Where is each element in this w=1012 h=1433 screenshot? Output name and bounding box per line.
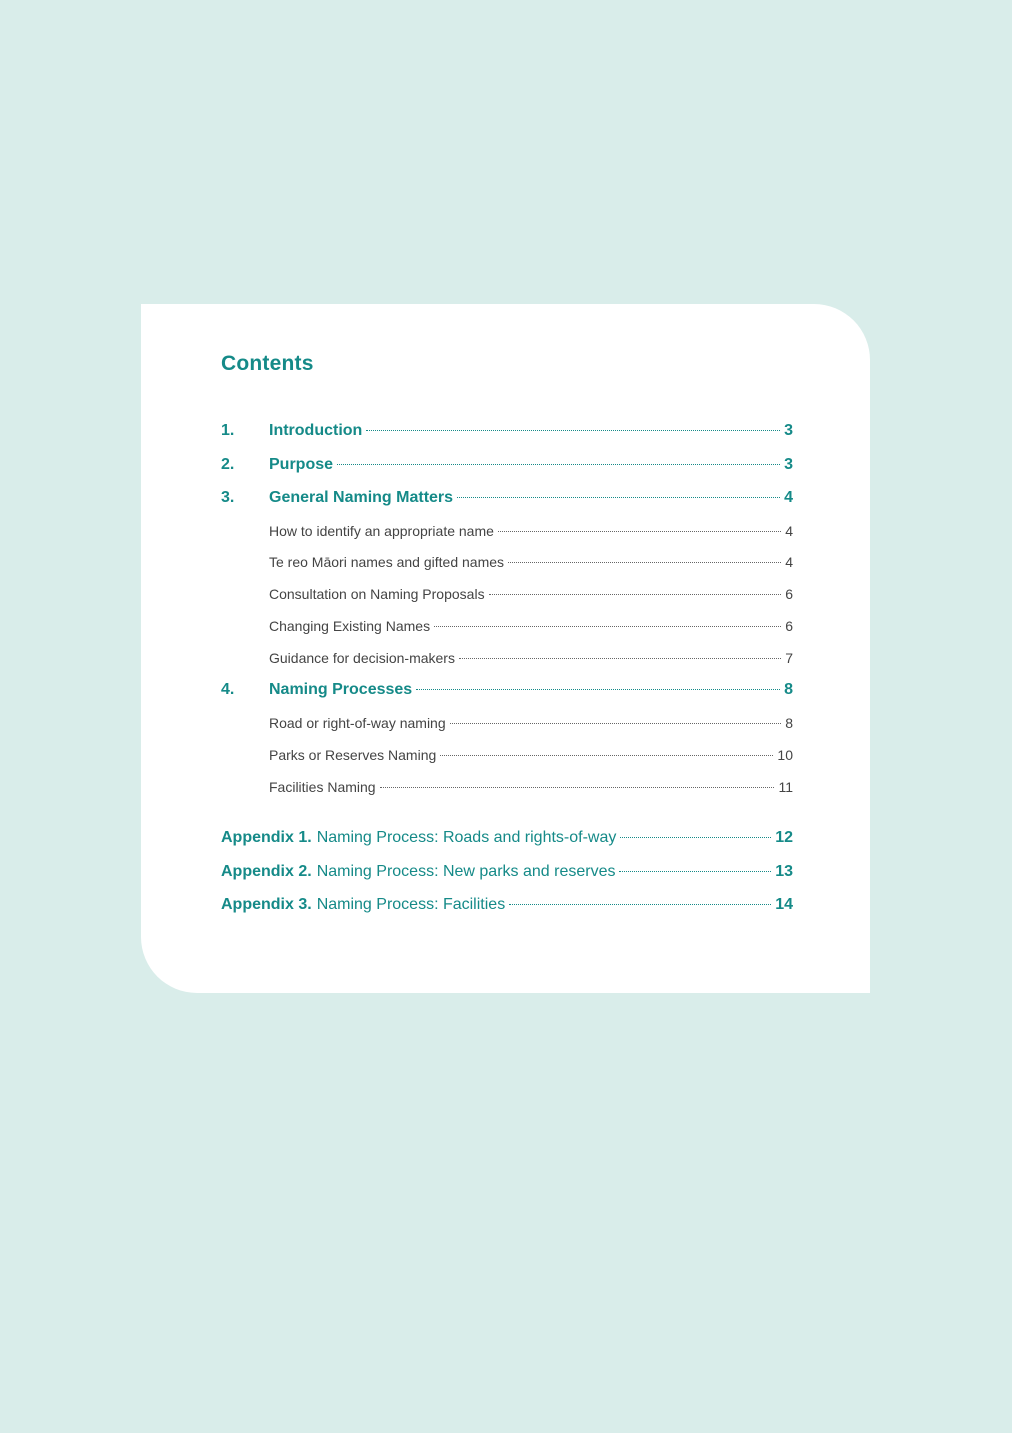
page-number: 8 [785, 714, 793, 731]
page-number: 3 [784, 422, 793, 439]
toc-entry-appendix-2[interactable] [221, 863, 793, 897]
toc-subentry-identify-name[interactable] [221, 523, 793, 555]
appendix-label: Appendix 2. [221, 862, 312, 880]
page-number: 11 [778, 778, 793, 795]
toc-entry-naming-processes[interactable] [221, 681, 793, 715]
page-number: 6 [785, 617, 793, 634]
contents-card [141, 304, 870, 993]
dot-leader [380, 787, 775, 788]
page-number: 10 [777, 746, 793, 763]
toc-entry-appendix-1[interactable] [221, 829, 793, 863]
page-number: 12 [775, 829, 793, 847]
dot-leader [498, 531, 781, 532]
page-number: 4 [784, 489, 793, 506]
appendix-title: Naming Process: Facilities [316, 896, 506, 914]
appendix-label: Appendix 1. [221, 829, 312, 847]
subsection-title: Guidance for decision-makers [269, 649, 455, 666]
toc-entry-appendix-3[interactable] [221, 896, 793, 930]
dot-leader [489, 594, 782, 595]
page-number: 8 [784, 681, 793, 699]
toc-entry-general-naming-matters[interactable] [221, 489, 793, 523]
subsection-title: Changing Existing Names [269, 617, 431, 634]
toc-subentry-facilities-naming[interactable] [221, 779, 793, 811]
toc-entry-introduction[interactable] [221, 422, 793, 456]
page-number: 14 [775, 896, 793, 914]
dot-leader [337, 464, 780, 465]
appendix-title: Naming Process: Roads and rights-of-way [316, 829, 617, 847]
page-number: 7 [785, 649, 793, 666]
dot-leader [459, 658, 781, 659]
appendix-title: Naming Process: New parks and reserves [316, 862, 616, 880]
section-title: General Naming Matters [269, 489, 454, 506]
subsection-title: How to identify an appropriate name [269, 522, 494, 539]
section-number: 2. [221, 455, 235, 473]
dot-leader [457, 497, 780, 498]
subsection-title: Facilities Naming [269, 778, 376, 795]
page-number: 6 [785, 586, 793, 603]
section-number: 4. [221, 681, 235, 699]
subsection-title: Parks or Reserves Naming [269, 746, 437, 763]
section-title: Introduction [269, 422, 363, 439]
section-title: Naming Processes [269, 681, 413, 699]
section-number: 1. [221, 422, 235, 439]
dot-leader [619, 871, 771, 872]
dot-leader [434, 626, 781, 627]
section-number: 3. [221, 489, 235, 506]
subsection-title: Te reo Māori names and gifted names [269, 554, 505, 571]
page-number: 13 [775, 862, 793, 880]
toc-subentry-guidance[interactable] [221, 650, 793, 682]
section-title: Purpose [269, 455, 334, 473]
subsection-title: Road or right-of-way naming [269, 714, 446, 731]
page-title: Contents [221, 352, 314, 375]
toc-entry-purpose[interactable] [221, 456, 793, 490]
toc-subentry-parks-naming[interactable] [221, 747, 793, 779]
page-number: 4 [785, 522, 793, 539]
dot-leader [508, 562, 781, 563]
dot-leader [450, 723, 782, 724]
toc-subentry-consultation[interactable] [221, 586, 793, 618]
table-of-contents [221, 422, 793, 930]
subsection-title: Consultation on Naming Proposals [269, 586, 485, 603]
page-number: 3 [784, 455, 793, 473]
dot-leader [416, 689, 780, 690]
toc-subentry-te-reo-maori[interactable] [221, 554, 793, 586]
toc-subentry-road-naming[interactable] [221, 715, 793, 747]
dot-leader [440, 755, 773, 756]
dot-leader [366, 430, 780, 431]
page-number: 4 [785, 554, 793, 571]
dot-leader [620, 837, 771, 838]
dot-leader [509, 904, 771, 905]
toc-subentry-changing-names[interactable] [221, 618, 793, 650]
appendix-label: Appendix 3. [221, 896, 312, 914]
